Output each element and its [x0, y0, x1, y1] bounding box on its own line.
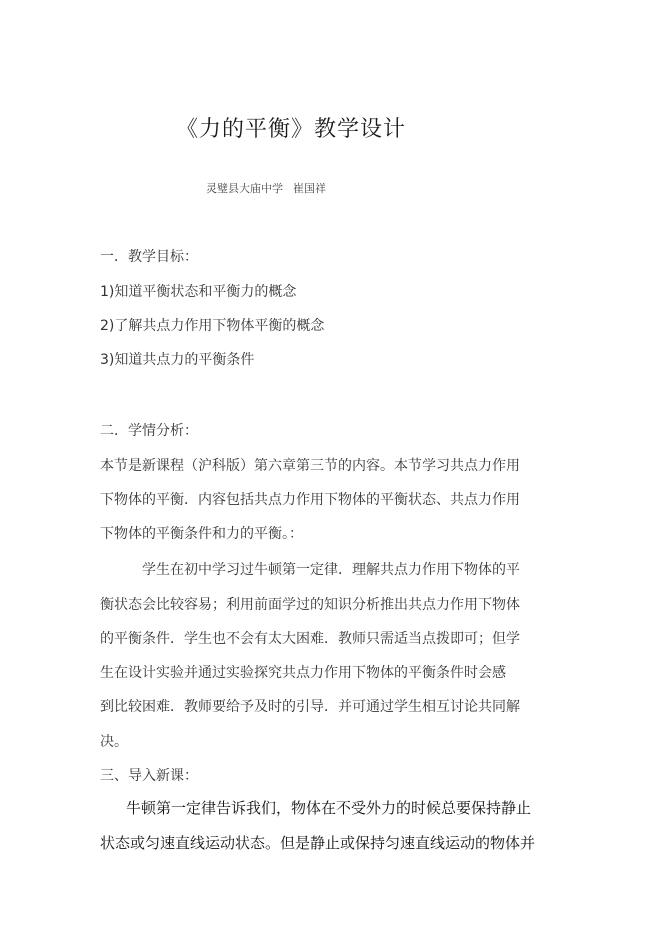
paragraph-line: 生在设计实验并通过实验探究共点力作用下物体的平衡条件时会感	[100, 665, 506, 681]
paragraph-line: 状态或匀速直线运动状态。但是静止或保持匀速直线运动的物体并	[100, 834, 536, 852]
document-title: 《力的平衡》教学设计	[176, 117, 407, 142]
paragraph-line: 到比较困难．教师要给予及时的引导．并可通过学生相互讨论共同解	[100, 699, 520, 715]
section1-item: 1)知道平衡状态和平衡力的概念	[100, 284, 297, 300]
section1-item: 2)了解共点力作用下物体平衡的概念	[100, 318, 325, 334]
paragraph-line: 决。	[100, 734, 128, 750]
section1-item: 3)知道共点力的平衡条件	[100, 352, 255, 368]
paragraph-line: 本节是新课程（沪科版）第六章第三节的内容。本节学习共点力作用	[100, 458, 520, 474]
paragraph-line: 学生在初中学习过牛顿第一定律．理解共点力作用下物体的平	[142, 562, 520, 578]
paragraph-line: 下物体的平衡．内容包括共点力作用下物体的平衡状态、共点力作用	[100, 492, 520, 508]
paragraph-line: 下物体的平衡条件和力的平衡。：	[100, 526, 303, 542]
section3-heading: 三、导入新课：	[100, 768, 198, 784]
section1-heading: 一．教学目标：	[100, 249, 198, 265]
author-school: 灵璧县大庙中学	[206, 182, 283, 195]
paragraph-line: 的平衡条件．学生也不会有太大困难．教师只需适当点拨即可；但学	[100, 631, 520, 647]
section2-heading: 二．学情分析：	[100, 423, 198, 439]
author-name: 崔国祥	[293, 182, 326, 195]
paragraph-line: 衡状态会比较容易；利用前面学过的知识分析推出共点力作用下物体	[100, 597, 520, 613]
paragraph-line: 牛顿第一定律告诉我们，物体在不受外力的时候总要保持静止	[126, 799, 532, 817]
author-line	[206, 180, 326, 196]
